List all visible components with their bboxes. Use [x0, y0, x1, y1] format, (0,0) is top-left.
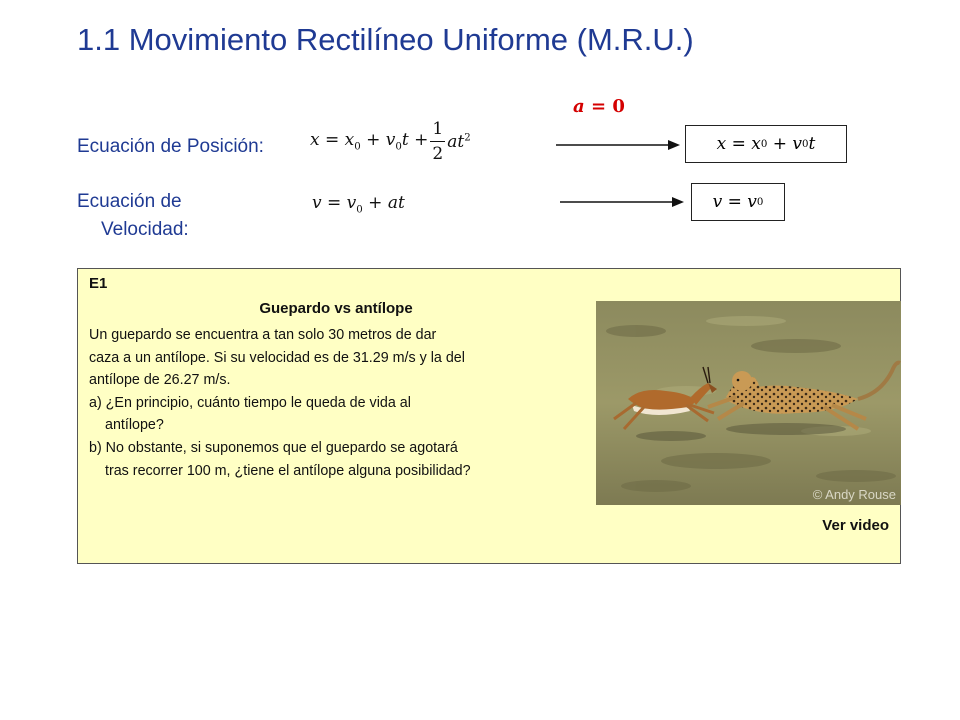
example-text [89, 324, 599, 482]
problem-line: antílope de 26.27 m/s. [89, 372, 231, 389]
condition-a-equals-zero: a = 0 [573, 96, 625, 117]
position-result-box: x = x 0 + v 0 t [685, 125, 847, 163]
question-a-line: a) ¿En principio, cuánto tiempo le queda de vida al [89, 394, 411, 411]
example-title: Guepardo vs antílope [259, 300, 413, 317]
position-equation-general: $x = x_0 + v_0t$ + $\frac{1}{2}$ $at^2$ [310, 119, 471, 164]
watch-video-link[interactable]: Ver video [822, 517, 889, 534]
position-arrow-icon [556, 138, 680, 152]
question-b-line: b) No obstante, si suponemos que el guepardo se agotará [89, 439, 458, 456]
position-equation-label: Ecuación de Posición: [77, 136, 264, 157]
question-a-line: antílope? [105, 417, 164, 434]
question-b-line: tras recorrer 100 m, ¿tiene el antílope alguna posibilidad? [105, 462, 471, 479]
example-box [77, 268, 901, 564]
velocity-equation-general: $v = v_0$ + at [312, 193, 405, 216]
slide-title: 1.1 Movimiento Rectilíneo Uniforme (M.R.U.) [77, 22, 694, 57]
velocity-result-box: v = v 0 [691, 183, 785, 221]
velocity-arrow-icon [560, 195, 684, 209]
velocity-equation-label-line1: Ecuación de [77, 191, 182, 212]
example-id: E1 [89, 275, 108, 292]
problem-line: Un guepardo se encuentra a tan solo 30 metros de dar [89, 327, 437, 343]
photo-credit: © Andy Rouse [812, 487, 896, 502]
problem-line: caza a un antílope. Si su velocidad es de 31.29 m/s y la del [89, 349, 465, 366]
cheetah-antelope-photo [596, 301, 901, 505]
velocity-equation-label-line2: Velocidad: [101, 219, 189, 240]
